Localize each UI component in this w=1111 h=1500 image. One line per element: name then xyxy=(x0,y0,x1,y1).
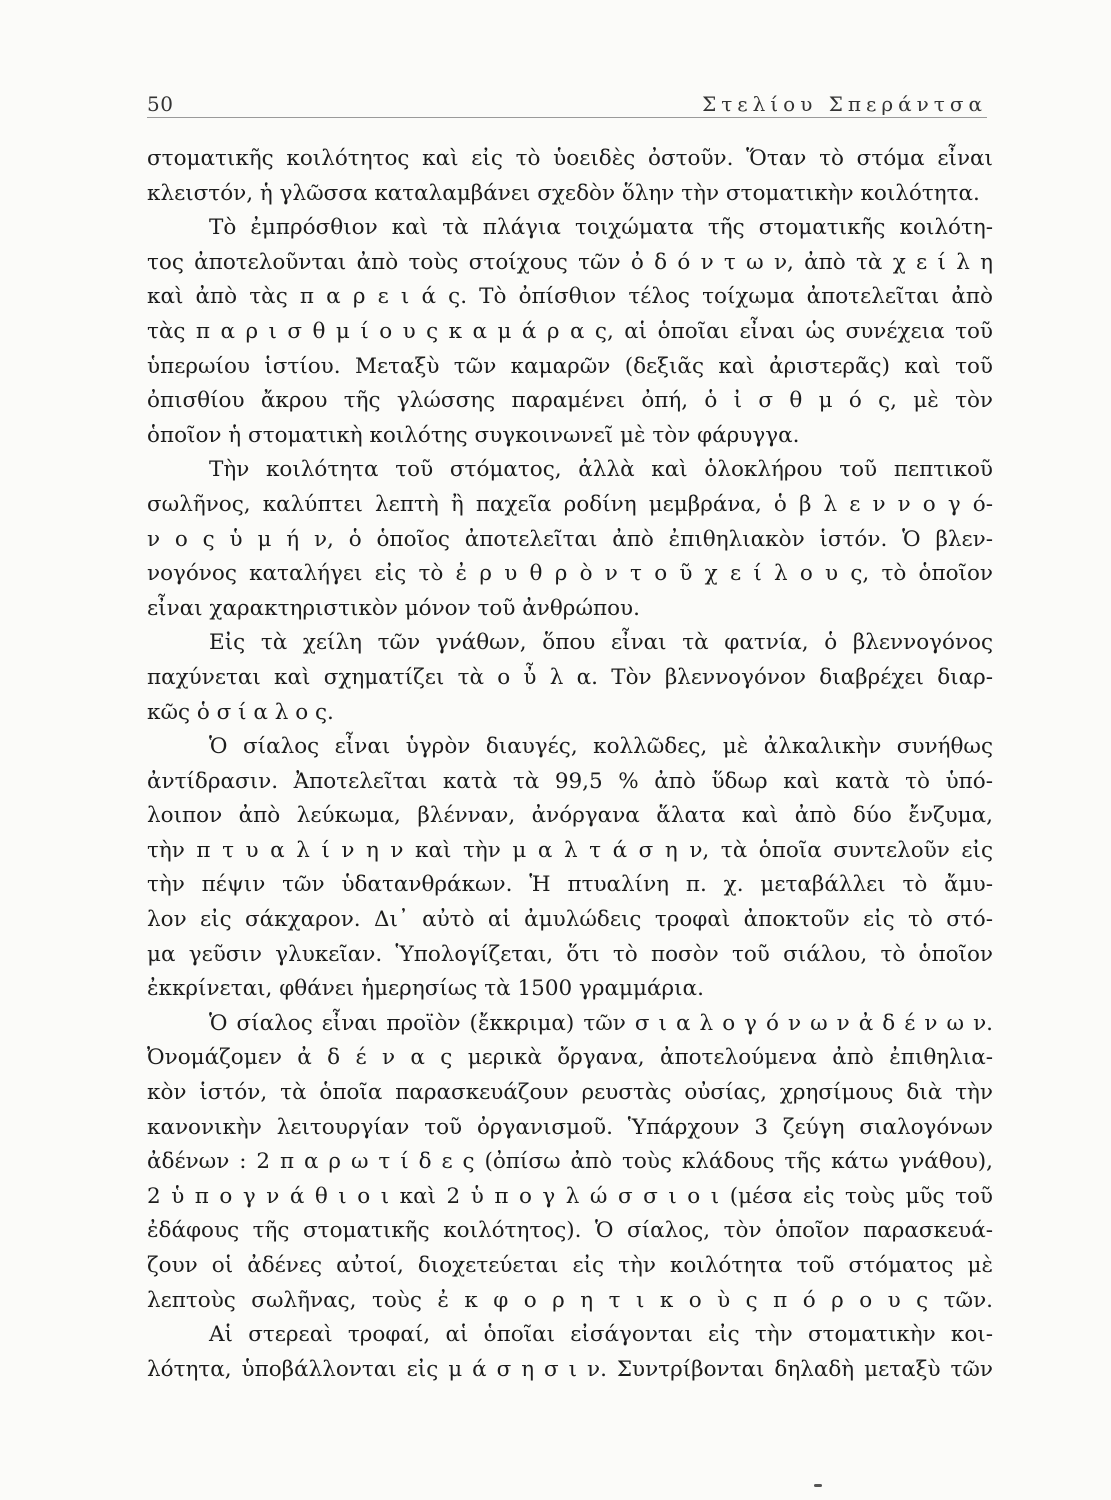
header-rule xyxy=(147,117,987,118)
text-line: κλειστόν, ἡ γλῶσσα καταλαμβάνει σχεδὸν ὅλην τὴν στοματικὴν κοιλότητα. xyxy=(147,180,980,206)
text-line: Εἰς τὰ χείλη τῶν γνάθων, ὅπου εἶναι τὰ φατνία, ὁ βλεννογόνος xyxy=(209,630,993,656)
text-line: ἀντίδρασιν. Ἀποτελεῖται κατὰ τὰ 99,5 % ἀπὸ ὕδωρ καὶ κατὰ τὸ ὑπό- xyxy=(147,768,993,794)
text-line: τὰς π α ρ ι σ θ μ ί ο υ ς κ α μ ά ρ α ς, αἱ ὁποῖαι εἶναι ὡς συνέχεια τοῦ xyxy=(147,318,993,344)
page-header xyxy=(147,86,987,116)
text-line: κῶς ὁ σ ί α λ ο ς. xyxy=(147,699,334,725)
text-line: Τὴν κοιλότητα τοῦ στόματος, ἀλλὰ καὶ ὁλοκλήρου τοῦ πεπτικοῦ xyxy=(209,457,993,483)
text-line: Αἱ στερεαὶ τροφαί, αἱ ὁποῖαι εἰσάγονται εἰς τὴν στοματικὴν κοι- xyxy=(209,1322,993,1348)
text-line: λότητα, ὑποβάλλονται εἰς μ ά σ η σ ι ν. Συντρίβονται δηλαδὴ μεταξὺ τῶν xyxy=(147,1356,993,1382)
text-line: ν ο ς ὑ μ ή ν, ὁ ὁποῖος ἀποτελεῖται ἀπὸ ἐπιθηλιακὸν ἱστόν. Ὁ βλεν- xyxy=(147,526,993,552)
text-line: τος ἀποτελοῦνται ἀπὸ τοὺς στοίχους τῶν ὀ δ ό ν τ ω ν, ἀπὸ τὰ χ ε ί λ η xyxy=(147,249,993,275)
text-line: παχύνεται καὶ σχηματίζει τὰ ο ὖ λ α. Τὸν βλεννογόνον διαβρέχει διαρ- xyxy=(147,664,993,690)
text-line: νογόνος καταλήγει εἰς τὸ ἐ ρ υ θ ρ ὸ ν τ ο ῦ χ ε ί λ ο υ ς, τὸ ὁποῖον xyxy=(147,561,993,587)
text-line: ἐδάφους τῆς στοματικῆς κοιλότητος). Ὁ σίαλος, τὸν ὁποῖον παρασκευά- xyxy=(147,1218,993,1244)
text-line: ὀπισθίου ἄκρου τῆς γλώσσης παραμένει ὀπή, ὁ ἰ σ θ μ ό ς, μὲ τὸν xyxy=(147,388,993,414)
text-line: κὸν ἱστόν, τὰ ὁποῖα παρασκευάζουν ρευστὰς οὐσίας, χρησίμους διὰ τὴν xyxy=(147,1080,993,1106)
text-line: λοιπον ἀπὸ λεύκωμα, βλένναν, ἀνόργανα ἅλατα καὶ ἀπὸ δύο ἔνζυμα, xyxy=(147,803,993,829)
text-line: εἶναι χαρακτηριστικὸν μόνον τοῦ ἀνθρώπου. xyxy=(147,595,640,621)
text-line: Ὀνομάζομεν ἀ δ έ ν α ς μερικὰ ὄργανα, ἀποτελούμενα ἀπὸ ἐπιθηλια- xyxy=(147,1045,993,1071)
text-line: σωλῆνος, καλύπτει λεπτὴ ἢ παχεῖα ροδίνη μεμβράνα, ὁ β λ ε ν ν ο γ ό- xyxy=(147,491,993,517)
text-line: 2 ὑ π ο γ ν ά θ ι ο ι καὶ 2 ὑ π ο γ λ ώ σ σ ι ο ι (μέσα εἰς τοὺς μῦς τοῦ xyxy=(147,1183,993,1209)
page-number: 50 xyxy=(147,92,174,116)
text-line: λεπτοὺς σωλῆνας, τοὺς ἐ κ φ ο ρ η τ ι κ ο ὺ ς π ό ρ ο υ ς τῶν. xyxy=(147,1287,993,1313)
body-text xyxy=(147,142,993,1387)
text-line: μα γεῦσιν γλυκεῖαν. Ὑπολογίζεται, ὅτι τὸ ποσὸν τοῦ σιάλου, τὸ ὁποῖον xyxy=(147,941,993,967)
ink-smudge xyxy=(814,1484,822,1487)
text-line: ἀδένων : 2 π α ρ ω τ ί δ ε ς (ὀπίσω ἀπὸ τοὺς κλάδους τῆς κάτω γνάθου), xyxy=(147,1149,993,1175)
text-line: Ὁ σίαλος εἶναι ὑγρὸν διαυγές, κολλῶδες, μὲ ἀλκαλικὴν συνήθως xyxy=(209,734,993,760)
text-line: ζουν οἱ ἀδένες αὐτοί, διοχετεύεται εἰς τὴν κοιλότητα τοῦ στόματος μὲ xyxy=(147,1253,993,1278)
text-line: Ὁ σίαλος εἶναι προϊὸν (ἔκκριμα) τῶν σ ι α λ ο γ ό ν ω ν ἀ δ έ ν ω ν. xyxy=(209,1010,993,1036)
running-head: Στελίου Σπεράντσα xyxy=(702,92,987,116)
text-line: ὁποῖον ἡ στοματικὴ κοιλότης συγκοινωνεῖ μὲ τὸν φάρυγγα. xyxy=(147,422,800,448)
text-line: Τὸ ἐμπρόσθιον καὶ τὰ πλάγια τοιχώματα τῆς στοματικῆς κοιλότη- xyxy=(209,215,993,241)
text-line: ὑπερωίου ἱστίου. Μεταξὺ τῶν καμαρῶν (δεξιᾶς καὶ ἀριστερᾶς) καὶ τοῦ xyxy=(147,353,993,379)
text-line: κανονικὴν λειτουργίαν τοῦ ὀργανισμοῦ. Ὑπάρχουν 3 ζεύγη σιαλογόνων xyxy=(147,1114,993,1140)
text-line: καὶ ἀπὸ τὰς π α ρ ε ι ά ς. Τὸ ὀπίσθιον τέλος τοίχωμα ἀποτελεῖται ἀπὸ xyxy=(147,284,993,310)
text-line: τὴν π τ υ α λ ί ν η ν καὶ τὴν μ α λ τ ά σ η ν, τὰ ὁποῖα συντελοῦν εἰς xyxy=(147,837,993,863)
text-line: λον εἰς σάκχαρον. Δι᾽ αὐτὸ αἱ ἀμυλώδεις τροφαὶ ἀποκτοῦν εἰς τὸ στό- xyxy=(147,907,993,933)
text-line: στοματικῆς κοιλότητος καὶ εἰς τὸ ὑοειδὲς ὀστοῦν. Ὅταν τὸ στόμα εἶναι xyxy=(147,146,993,171)
text-line: τὴν πέψιν τῶν ὑδατανθράκων. Ἡ πτυαλίνη π. χ. μεταβάλλει τὸ ἄμυ- xyxy=(147,872,993,898)
text-line: ἐκκρίνεται, φθάνει ἡμερησίως τὰ 1500 γραμμάρια. xyxy=(147,976,704,1002)
